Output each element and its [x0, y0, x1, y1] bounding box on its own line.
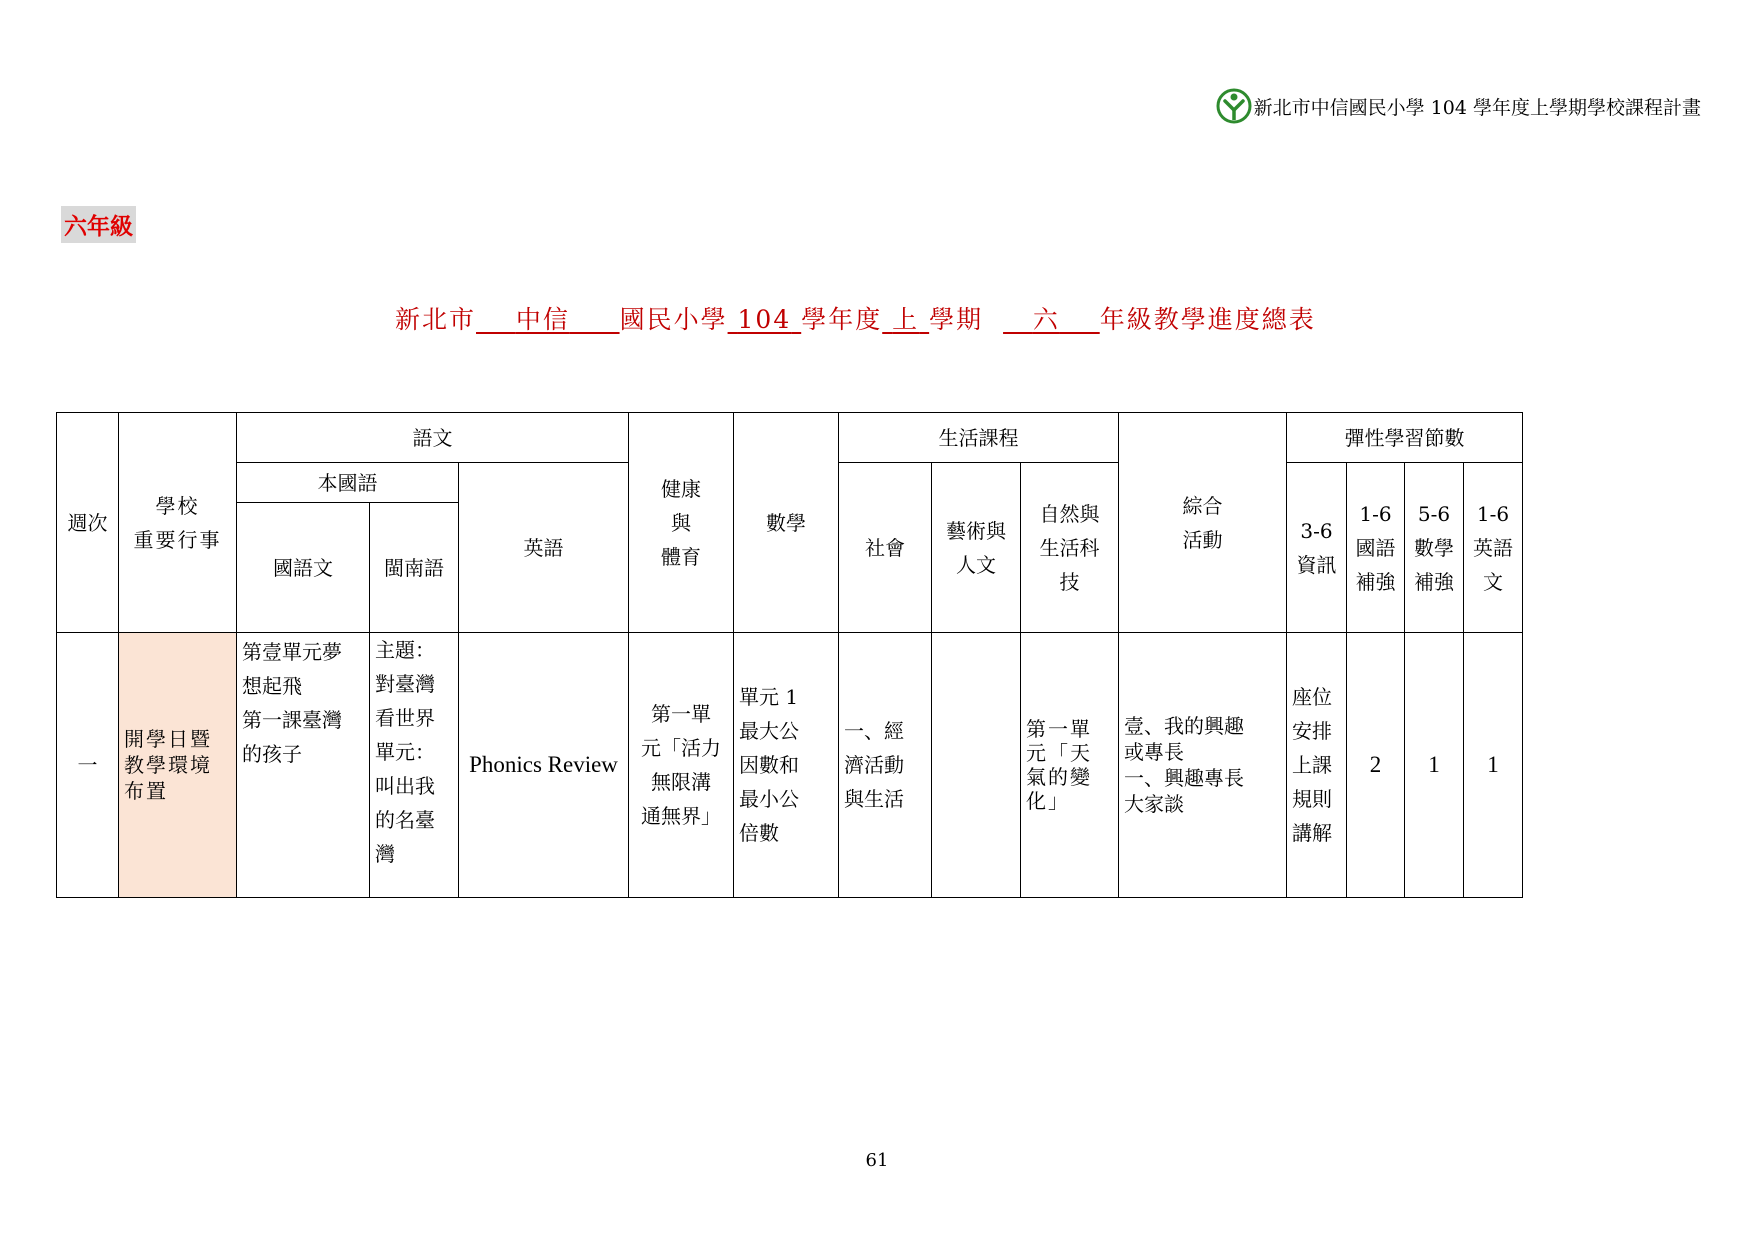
schedule-table	[56, 412, 1523, 898]
header-week: 週次	[57, 413, 119, 633]
grade-tag: 六年級	[61, 206, 136, 243]
cell-health: 第一單 元「活力 無限溝 通無界」	[629, 633, 734, 898]
cell-integrated: 壹、我的興趣 或專長 一、興趣專長 大家談	[1119, 633, 1287, 898]
cell-flex-english: 1	[1464, 633, 1523, 898]
header-mandarin-group: 本國語	[237, 463, 459, 503]
cell-mandarin: 第壹單元夢 想起飛 第一課臺灣 的孩子	[237, 633, 370, 898]
header-health: 健康 與 體育	[629, 413, 734, 633]
header-life: 生活課程	[839, 413, 1119, 463]
header-flex: 彈性學習節數	[1287, 413, 1523, 463]
title-year: 104	[737, 305, 792, 334]
cell-english: Phonics Review	[459, 633, 629, 898]
cell-events: 開學日暨 教學環境 布置	[119, 633, 237, 898]
cell-social: 一、經 濟活動 與生活	[839, 633, 932, 898]
header-english: 英語	[459, 463, 629, 633]
header-events: 學校 重要行事	[119, 413, 237, 633]
header-flex-info: 3-6 資訊	[1287, 463, 1347, 633]
page-title	[395, 300, 1316, 336]
header-language: 語文	[237, 413, 629, 463]
cell-flex-info: 座位 安排 上課 規則 講解	[1287, 633, 1347, 898]
header-social: 社會	[839, 463, 932, 633]
header-minnan: 閩南語	[370, 503, 459, 633]
header-flex-math: 5-6 數學 補強	[1405, 463, 1464, 633]
title-semester: 上	[892, 305, 920, 334]
title-prefix: 新北市	[395, 305, 477, 334]
title-school: 中信	[515, 305, 570, 334]
cell-arts	[932, 633, 1021, 898]
table-row	[57, 633, 1523, 898]
header-science: 自然與 生活科 技	[1021, 463, 1119, 633]
header-flex-english: 1-6 英語 文	[1464, 463, 1523, 633]
header-mandarin: 國語文	[237, 503, 370, 633]
page-number: 61	[865, 1150, 889, 1171]
cell-minnan: 主題： 對臺灣 看世界 單元： 叫出我 的名臺 灣	[370, 633, 459, 898]
header-arts: 藝術與 人文	[932, 463, 1021, 633]
cell-science: 第一單 元「天 氣的變 化」	[1021, 633, 1119, 898]
title-mid3: 學期	[929, 305, 984, 334]
cell-math: 單元 1 最大公 因數和 最小公 倍數	[734, 633, 839, 898]
header-math: 數學	[734, 413, 839, 633]
school-logo-icon	[1216, 88, 1252, 124]
header-text: 新北市中信國民小學 104 學年度上學期學校課程計畫	[1253, 96, 1701, 119]
cell-flex-mandarin: 2	[1347, 633, 1405, 898]
page-header	[1216, 88, 1701, 124]
cell-week: 一	[57, 633, 119, 898]
title-suffix: 年級教學進度總表	[1099, 305, 1316, 334]
title-mid2: 學年度	[801, 305, 883, 334]
title-grade: 六	[1032, 305, 1060, 334]
cell-flex-math: 1	[1405, 633, 1464, 898]
header-flex-mandarin: 1-6 國語 補強	[1347, 463, 1405, 633]
title-mid1: 國民小學	[619, 305, 728, 334]
header-integrated: 綜合 活動	[1119, 413, 1287, 633]
